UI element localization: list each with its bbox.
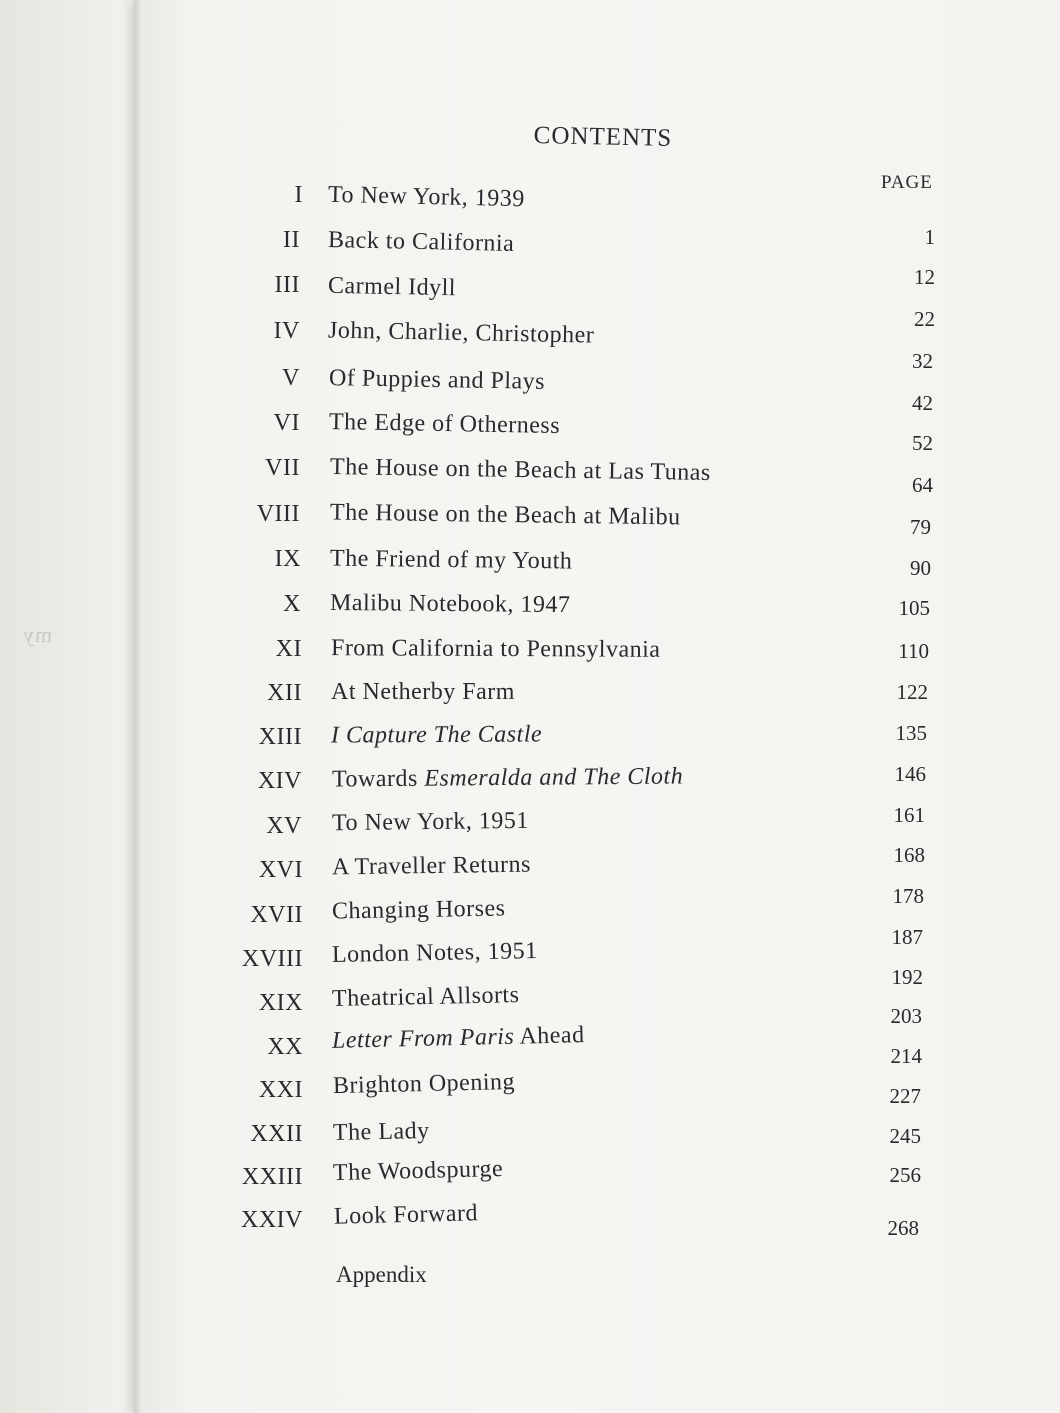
page-number: 52 [912,431,933,455]
chapter-number: XXI [258,1077,303,1103]
chapter-title: At Netherby Farm [331,679,515,705]
chapter-number: XX [267,1034,303,1060]
chapter-title: A Traveller Returns [331,851,531,881]
page-number: 227 [889,1084,921,1108]
chapter-number: I [294,182,303,208]
chapter-number: XXII [250,1121,303,1147]
chapter-number: X [283,591,301,617]
chapter-number: XV [266,813,302,839]
bleed-through-text: my [22,622,53,647]
page-number: 168 [893,843,925,867]
chapter-title: The House on the Beach at Las Tunas [329,454,711,486]
chapter-number: XVI [258,857,303,883]
chapter-number: XIII [258,724,302,750]
page-number: 146 [894,762,926,786]
chapter-title: The Lady [332,1117,430,1147]
page-column-label: PAGE [881,172,933,193]
chapter-title: Of Puppies and Plays [328,365,546,395]
chapter-title: The House on the Beach at Malibu [329,499,681,531]
chapter-title: Malibu Notebook, 1947 [329,589,571,619]
chapter-number: XII [267,680,302,706]
page-number: 42 [912,391,933,415]
chapter-number: VIII [256,501,300,527]
chapter-number: XIV [257,768,302,794]
page-number: 203 [890,1004,922,1028]
chapter-number: II [283,227,300,253]
chapter-title: The Edge of Otherness [328,408,561,440]
page-number: 22 [914,307,935,331]
page-number: 122 [896,680,928,704]
page-number: 1 [924,225,935,249]
chapter-title: I Capture The Castle [330,721,543,749]
chapter-title: Brighton Opening [332,1068,516,1100]
chapter-title: Changing Horses [331,895,506,925]
page-number: 105 [898,596,930,620]
page-number: 245 [889,1124,921,1148]
chapter-number: XVIII [241,946,303,972]
chapter-title: Back to California [327,227,515,257]
chapter-number: XVII [250,902,303,928]
chapter-title: Carmel Idyll [327,272,457,302]
page-number: 268 [887,1216,919,1240]
chapter-title: London Notes, 1951 [331,938,538,968]
page-number: 256 [889,1163,921,1187]
chapter-title: From California to Pennsylvania [330,635,661,663]
chapter-title: To New York, 1939 [327,181,526,213]
chapter-number: IX [274,546,301,572]
chapter-number: XXIII [241,1164,303,1190]
page-number: 178 [892,884,924,908]
contents-heading: CONTENTS [533,122,673,152]
chapter-number: VI [273,410,300,436]
page-number: 32 [912,349,933,373]
chapter-title [332,1022,585,1055]
chapter-title: Theatrical Allsorts [331,982,520,1012]
page-number: 192 [891,965,923,989]
page-number: 79 [910,515,931,539]
page-number: 90 [910,556,931,580]
appendix-title: Appendix [336,1262,427,1287]
chapter-title: The Woodspurge [332,1155,504,1187]
chapter-number: VII [265,455,300,481]
chapter-title-italic: Letter From Paris [331,1023,515,1054]
page-number: 161 [893,803,925,827]
chapter-title: John, Charlie, Christopher [327,317,595,349]
chapter-number: III [274,272,300,298]
chapter-title-prefix: Towards [331,765,425,793]
chapter-number: XIX [258,990,303,1016]
chapter-title-suffix: Ahead [513,1022,585,1050]
chapter-title-italic: Esmeralda and The Cloth [424,763,684,792]
chapter-title: The Friend of my Youth [329,545,573,575]
page-number: 135 [895,721,927,745]
chapter-number: V [282,365,300,391]
chapter-number: XI [275,636,302,662]
page-number: 12 [914,265,935,289]
chapter-title: Look Forward [333,1200,479,1230]
chapter-number: XXIV [241,1207,303,1233]
page-number: 110 [898,639,929,663]
chapter-title [332,763,683,793]
page-number: 214 [890,1044,922,1068]
page-number: 64 [912,473,933,497]
chapter-title: To New York, 1951 [331,807,529,837]
chapter-number: IV [273,318,300,344]
page-number: 187 [891,925,923,949]
